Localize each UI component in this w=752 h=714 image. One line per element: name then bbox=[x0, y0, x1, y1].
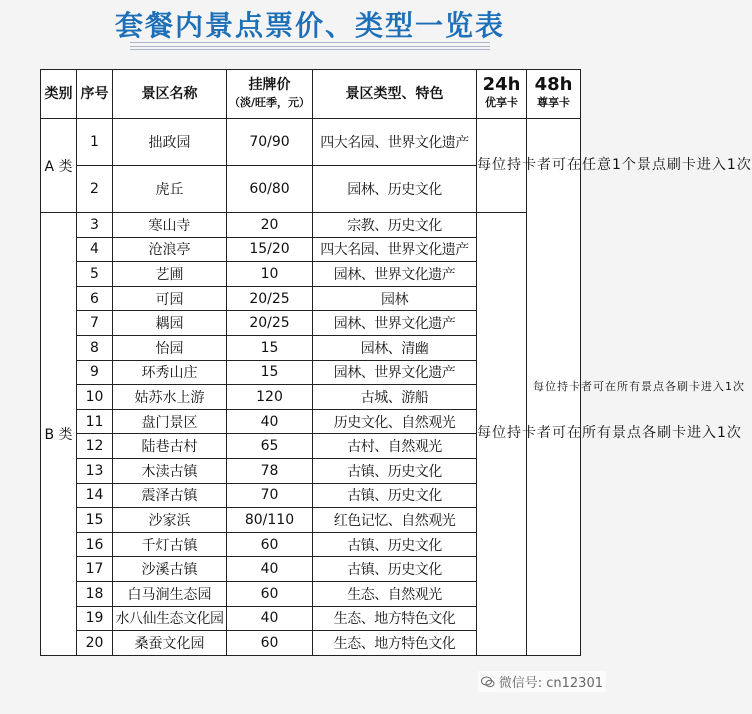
wechat-watermark bbox=[478, 671, 606, 692]
row-type: 宗教、历史文化 bbox=[313, 213, 477, 238]
header-48h-sub: 尊享卡 bbox=[537, 96, 570, 109]
row-index: 2 bbox=[77, 166, 113, 213]
row-index: 12 bbox=[77, 434, 113, 459]
row-price: 60/80 bbox=[227, 166, 313, 213]
row-name: 艺圃 bbox=[113, 262, 227, 287]
row-price: 70/90 bbox=[227, 119, 313, 166]
row-price: 60 bbox=[227, 532, 313, 557]
row-type: 古城、游船 bbox=[313, 385, 477, 410]
row-name: 拙政园 bbox=[113, 119, 227, 166]
row-index: 13 bbox=[77, 458, 113, 483]
header-48h-label: 48h bbox=[534, 74, 573, 95]
row-price: 80/110 bbox=[227, 508, 313, 533]
note-48h: 每位持卡者可在所有景点各刷卡进入1次 bbox=[527, 119, 581, 656]
row-name: 寒山寺 bbox=[113, 213, 227, 238]
header-name: 景区名称 bbox=[113, 70, 227, 119]
row-price: 20/25 bbox=[227, 286, 313, 311]
row-type: 四大名园、世界文化遗产 bbox=[313, 119, 477, 166]
note-24h-b: 每位持卡者可在所有景点各刷卡进入1次 bbox=[477, 213, 527, 656]
row-type: 古镇、历史文化 bbox=[313, 458, 477, 483]
row-index: 4 bbox=[77, 237, 113, 262]
row-name: 桑蚕文化园 bbox=[113, 631, 227, 656]
header-48h bbox=[527, 70, 581, 119]
row-price: 15 bbox=[227, 360, 313, 385]
row-name: 震泽古镇 bbox=[113, 483, 227, 508]
row-name: 盘门景区 bbox=[113, 409, 227, 434]
row-type: 四大名园、世界文化遗产 bbox=[313, 237, 477, 262]
row-price: 65 bbox=[227, 434, 313, 459]
row-price: 20 bbox=[227, 213, 313, 238]
row-name: 虎丘 bbox=[113, 166, 227, 213]
row-index: 1 bbox=[77, 119, 113, 166]
note-24h-a: 每位持卡者可在任意1个景点刷卡进入1次 bbox=[477, 119, 527, 213]
row-price: 15/20 bbox=[227, 237, 313, 262]
row-index: 14 bbox=[77, 483, 113, 508]
row-name: 白马涧生态园 bbox=[113, 581, 227, 606]
row-name: 沙家浜 bbox=[113, 508, 227, 533]
row-price: 60 bbox=[227, 631, 313, 656]
row-type: 生态、地方特色文化 bbox=[313, 631, 477, 656]
row-name: 沧浪亭 bbox=[113, 237, 227, 262]
header-24h bbox=[477, 70, 527, 119]
row-name: 沙溪古镇 bbox=[113, 557, 227, 582]
header-category: 类别 bbox=[41, 70, 77, 119]
row-type: 历史文化、自然观光 bbox=[313, 409, 477, 434]
row-price: 120 bbox=[227, 385, 313, 410]
row-price: 15 bbox=[227, 335, 313, 360]
category-b: B 类 bbox=[41, 213, 77, 656]
row-type: 园林、清幽 bbox=[313, 335, 477, 360]
row-index: 10 bbox=[77, 385, 113, 410]
row-name: 怡园 bbox=[113, 335, 227, 360]
header-24h-label: 24h bbox=[482, 74, 521, 95]
page-title: 套餐内景点票价、类型一览表 bbox=[114, 9, 505, 42]
row-price: 20/25 bbox=[227, 311, 313, 336]
row-index: 18 bbox=[77, 581, 113, 606]
row-name: 环秀山庄 bbox=[113, 360, 227, 385]
row-name: 陆巷古村 bbox=[113, 434, 227, 459]
row-index: 15 bbox=[77, 508, 113, 533]
row-type: 园林、世界文化遗产 bbox=[313, 360, 477, 385]
row-price: 40 bbox=[227, 409, 313, 434]
row-index: 17 bbox=[77, 557, 113, 582]
row-price: 60 bbox=[227, 581, 313, 606]
row-name: 千灯古镇 bbox=[113, 532, 227, 557]
table-row bbox=[41, 119, 581, 166]
row-index: 9 bbox=[77, 360, 113, 385]
subtitle-decoration bbox=[130, 42, 490, 50]
row-index: 20 bbox=[77, 631, 113, 656]
header-price-label: 挂牌价 bbox=[248, 77, 291, 93]
wechat-icon bbox=[481, 675, 495, 689]
row-type: 生态、地方特色文化 bbox=[313, 606, 477, 631]
row-type: 古镇、历史文化 bbox=[313, 532, 477, 557]
row-name: 可园 bbox=[113, 286, 227, 311]
table-header-row bbox=[41, 70, 581, 119]
header-24h-sub: 优享卡 bbox=[485, 96, 518, 109]
row-price: 70 bbox=[227, 483, 313, 508]
row-index: 7 bbox=[77, 311, 113, 336]
row-type: 园林、世界文化遗产 bbox=[313, 262, 477, 287]
row-type: 生态、自然观光 bbox=[313, 581, 477, 606]
header-index: 序号 bbox=[77, 70, 113, 119]
row-name: 水八仙生态文化园 bbox=[113, 606, 227, 631]
row-type: 园林 bbox=[313, 286, 477, 311]
row-type: 园林、世界文化遗产 bbox=[313, 311, 477, 336]
row-price: 10 bbox=[227, 262, 313, 287]
row-type: 红色记忆、自然观光 bbox=[313, 508, 477, 533]
row-type: 古镇、历史文化 bbox=[313, 557, 477, 582]
row-price: 40 bbox=[227, 557, 313, 582]
row-index: 8 bbox=[77, 335, 113, 360]
fare-table bbox=[40, 69, 752, 656]
table-row bbox=[41, 213, 581, 238]
row-name: 耦园 bbox=[113, 311, 227, 336]
row-type: 园林、历史文化 bbox=[313, 166, 477, 213]
row-index: 16 bbox=[77, 532, 113, 557]
row-index: 19 bbox=[77, 606, 113, 631]
header-price-sub: （淡/旺季，元） bbox=[228, 96, 311, 109]
header-type: 景区类型、特色 bbox=[313, 70, 477, 119]
row-index: 3 bbox=[77, 213, 113, 238]
row-price: 40 bbox=[227, 606, 313, 631]
row-index: 11 bbox=[77, 409, 113, 434]
row-name: 木渎古镇 bbox=[113, 458, 227, 483]
row-name: 姑苏水上游 bbox=[113, 385, 227, 410]
row-index: 6 bbox=[77, 286, 113, 311]
watermark-text: 微信号: cn12301 bbox=[498, 676, 603, 691]
row-type: 古镇、历史文化 bbox=[313, 483, 477, 508]
row-type: 古村、自然观光 bbox=[313, 434, 477, 459]
category-a: A 类 bbox=[41, 119, 77, 213]
row-index: 5 bbox=[77, 262, 113, 287]
row-price: 78 bbox=[227, 458, 313, 483]
header-price bbox=[227, 70, 313, 119]
